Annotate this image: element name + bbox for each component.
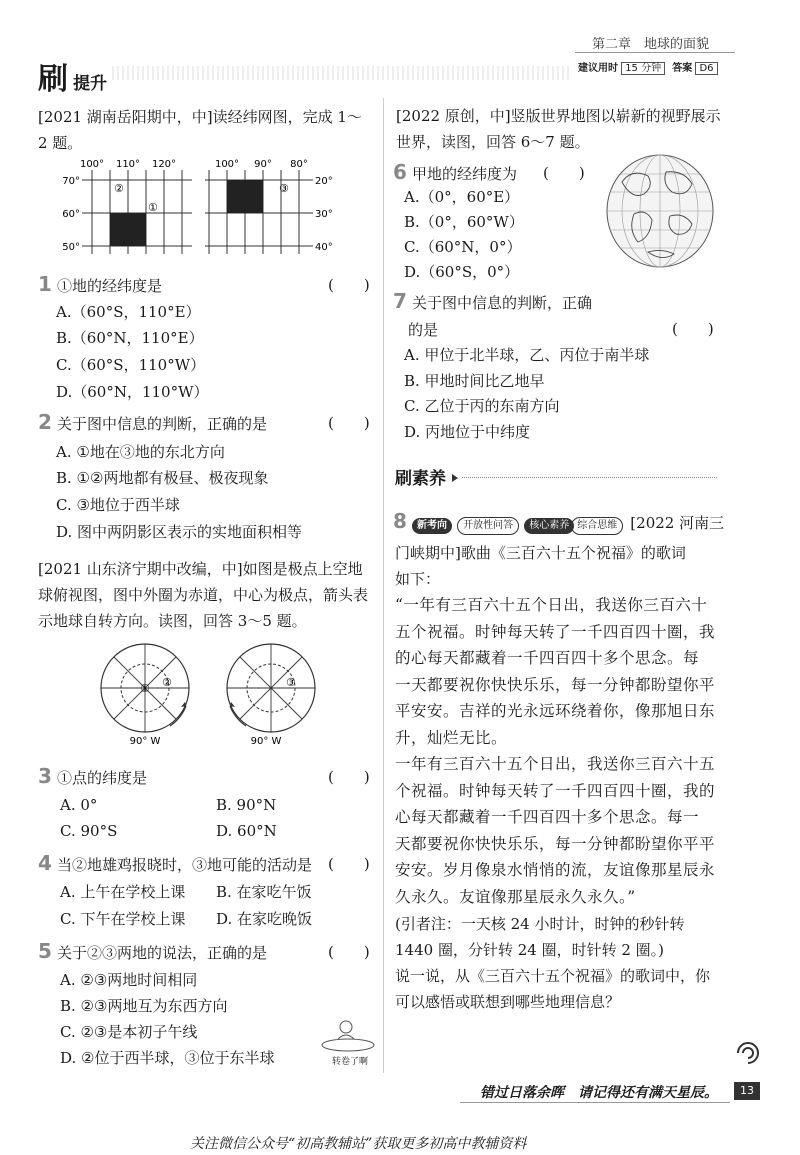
tag-core-literacy: 核心素养 — [524, 518, 574, 534]
q4-answer-blank[interactable]: ( ) — [328, 855, 370, 873]
q2-option-d[interactable]: D. 图中两阴影区表示的实地面积相等 — [56, 523, 303, 541]
polar2-lon-label: 90° W — [250, 736, 282, 747]
grid1-top-0: 100° — [79, 159, 105, 170]
polar2-point-3: ③ — [286, 676, 296, 689]
lyric-line: 久永久。友谊像那星辰永久永久。” — [395, 887, 636, 906]
shaded-area-2 — [227, 180, 263, 213]
answer-label: 答案 — [672, 63, 693, 74]
q5-option-a[interactable]: A. ②③两地时间相同 — [60, 971, 198, 989]
q5-answer-blank[interactable]: ( ) — [328, 943, 370, 961]
tag-integrated-thinking: 综合思维 — [571, 517, 623, 535]
q1-option-a[interactable]: A.（60°S，110°E） — [56, 303, 201, 321]
lat-long-grid-1 — [62, 158, 200, 258]
q1-number: 1 — [38, 272, 52, 296]
note-line-2: 1440 圈，分针转 24 圈，时针转 2 圈。) — [395, 941, 664, 959]
intro-1-line-2: 2 题。 — [38, 134, 83, 152]
q3-answer-blank[interactable]: ( ) — [328, 768, 370, 786]
q1-answer-blank[interactable]: ( ) — [328, 276, 370, 294]
q6-option-a[interactable]: A.（0°，60°E） — [404, 188, 520, 206]
column-divider — [383, 98, 384, 1073]
page-number: 13 — [734, 1082, 760, 1100]
question-4 — [38, 851, 378, 877]
q7-number: 7 — [393, 289, 407, 313]
q7-option-d[interactable]: D. 丙地位于中纬度 — [404, 423, 531, 441]
q5-option-d[interactable]: D. ②位于西半球，③位于东半球 — [60, 1049, 275, 1067]
bottom-promo: 关注微信公众号“初高教辅站”获取更多初高中教辅资料 — [190, 1136, 527, 1152]
grid2-top-2: 80° — [290, 159, 308, 170]
section-dotted-rule — [462, 477, 717, 478]
q4-option-b[interactable]: B. 在家吃午饭 — [216, 883, 312, 901]
q2-number: 2 — [38, 410, 52, 434]
q4-option-c[interactable]: C. 下午在学校上课 — [60, 910, 186, 928]
q7-option-c[interactable]: C. 乙位于丙的东南方向 — [404, 397, 560, 415]
footer-rule — [460, 1102, 730, 1103]
q6-answer-blank[interactable]: ( ) — [543, 164, 585, 182]
q7-option-a[interactable]: A. 甲位于北半球，乙、丙位于南半球 — [404, 346, 650, 364]
q1-option-c[interactable]: C.（60°S，110°W） — [56, 356, 206, 374]
lyric-line: 一年有三百六十五个日出，我送你三百六十五 — [395, 755, 716, 773]
q7-stem-line-2: 的是 — [408, 321, 439, 339]
intro-3-line-2: 世界，读图，回答 6～7 题。 — [396, 133, 590, 151]
header-brand — [38, 54, 107, 98]
lyric-line: 天都要祝你快快乐乐，每一分钟都盼望你平平 — [395, 834, 716, 853]
q3-stem: ①点的纬度是 — [57, 769, 148, 787]
q5-stem: 关于②③两地的说法，正确的是 — [57, 944, 268, 962]
q3-option-a[interactable]: A. 0° — [60, 796, 98, 814]
q5-number: 5 — [38, 939, 52, 963]
grid2-top-0: 100° — [214, 159, 240, 170]
q7-answer-blank[interactable]: ( ) — [672, 320, 714, 338]
question-6 — [393, 160, 613, 186]
q2-stem: 关于图中信息的判断，正确的是 — [57, 415, 268, 433]
polar1-lon-label: 90° W — [129, 736, 161, 747]
lat-long-grid-2 — [205, 158, 335, 258]
lyric-line: 五个祝福。时钟每天转了一千四百四十圈，我 — [395, 622, 716, 641]
question-5 — [38, 939, 378, 965]
q6-option-d[interactable]: D.（60°S，0°） — [404, 263, 520, 281]
q1-option-b[interactable]: B.（60°N，110°E） — [56, 329, 204, 347]
intro-2-line-2: 球俯视图，图中外圈为赤道，中心为极点，箭头表 — [38, 586, 369, 604]
q2-option-b[interactable]: B. ①②两地都有极昼、极夜现象 — [56, 469, 269, 487]
polar1-point-1: ① — [140, 682, 150, 695]
intro-2-line-3: 示地球自转方向。读图，回答 3～5 题。 — [38, 612, 307, 630]
ask-line-1: 说一说，从《三百六十五个祝福》的歌词中，你 — [395, 967, 711, 985]
lyrics-block — [395, 592, 715, 910]
intro-1-line-1: [2021 湖南岳阳期中，中]读经纬网图，完成 1～ — [38, 108, 362, 126]
question-7 — [393, 289, 713, 315]
question-1 — [38, 272, 378, 298]
grid2-top-1: 90° — [254, 159, 272, 170]
polar1-point-2: ② — [162, 676, 172, 689]
brand-sub: 提升 — [73, 74, 108, 94]
q6-stem: 甲地的经纬度为 — [412, 165, 518, 183]
intro-2-line-1: [2021 山东济宁期中改编，中]如图是极点上空地 — [38, 560, 363, 578]
grid1-marker-2: ② — [114, 182, 124, 195]
tag-open-question: 开放性问答 — [457, 517, 519, 535]
section-title: 刷素养 — [395, 469, 446, 489]
q4-stem: 当②地雄鸡报晓时，③地可能的活动是 — [57, 856, 313, 874]
header-stripe — [112, 66, 572, 80]
brand-swirl-icon — [733, 1038, 763, 1068]
vertical-world-map — [604, 152, 716, 270]
q3-option-b[interactable]: B. 90°N — [216, 796, 277, 814]
q4-option-d[interactable]: D. 在家吃晚饭 — [216, 910, 313, 928]
q1-stem: ①地的经纬度是 — [57, 277, 163, 295]
polar-view-2 — [216, 636, 326, 746]
brand-main: 刷 — [38, 62, 68, 97]
answer-page: D6 — [695, 62, 717, 75]
q8-number: 8 — [393, 509, 407, 533]
grid1-left-0: 70° — [62, 176, 80, 187]
grid2-right-0: 20° — [315, 176, 333, 187]
lyric-line: 升，灿烂无比。 — [395, 728, 508, 747]
question-3 — [38, 764, 378, 790]
ask-line-2: 可以感悟或联想到哪些地理信息？ — [395, 993, 621, 1011]
grid1-top-1: 110° — [115, 159, 141, 170]
q7-option-b[interactable]: B. 甲地时间比乙地早 — [404, 372, 545, 390]
cartoon-figure-icon — [318, 1015, 378, 1055]
header-rule — [575, 52, 735, 53]
shaded-area-1 — [110, 213, 146, 246]
lyric-line: 一天都要祝你快快乐乐，每一分钟都盼望你平 — [395, 675, 716, 694]
intro-3-line-1: [2022 原创，中]竖版世界地图以崭新的视野展示 — [396, 107, 721, 125]
grid1-left-1: 60° — [62, 209, 80, 220]
q2-option-c[interactable]: C. ③地位于西半球 — [56, 496, 180, 514]
q5-option-c[interactable]: C. ②③是本初子午线 — [60, 1023, 198, 1041]
q2-option-a[interactable]: A. ①地在③地的东北方向 — [56, 443, 225, 461]
q7-stem-line-1: 关于图中信息的判断，正确 — [412, 294, 593, 312]
lyric-line: 平安安。吉祥的光永远环绕着你，像那旭日东 — [395, 702, 716, 720]
note-line-1: (引者注：一天核 24 小时计，时钟的秒针转 — [395, 915, 685, 933]
question-8-header — [393, 509, 724, 535]
time-label: 建议用时 — [578, 63, 618, 74]
grid2-right-1: 30° — [315, 209, 333, 220]
grid1-marker-1: ① — [148, 201, 158, 214]
time-value: 15 分钟 — [621, 62, 665, 75]
tag-new-direction: 新考向 — [412, 518, 452, 534]
q6-number: 6 — [393, 160, 407, 184]
q2-answer-blank[interactable]: ( ) — [328, 414, 370, 432]
cartoon-caption: 转卷了啊 — [332, 1057, 369, 1067]
lyric-line: 安安。岁月像泉水悄悄的流，友谊像那星辰永 — [395, 861, 716, 879]
section-arrow-icon — [452, 474, 458, 482]
q4-number: 4 — [38, 851, 52, 875]
q3-option-d[interactable]: D. 60°N — [216, 822, 277, 840]
grid2-right-2: 40° — [315, 242, 333, 253]
lyric-line: 的心每天都藏着一千四百四十多个思念。每 — [395, 649, 700, 667]
lyric-line: “一年有三百六十五个日出，我送你三百六十 — [395, 596, 708, 614]
q8-intro-line-3: 如下： — [395, 570, 441, 588]
chapter-title: 第二章 地球的面貌 — [592, 37, 710, 52]
q8-intro-tail: [2022 河南三 — [630, 514, 725, 532]
q3-number: 3 — [38, 764, 52, 788]
lyric-line: 心每天都藏着一千四百四十多个思念。每一 — [395, 808, 700, 826]
q6-option-c[interactable]: C.（60°N，0°） — [404, 238, 522, 256]
q6-option-b[interactable]: B.（0°，60°W） — [404, 213, 524, 231]
grid2-marker-3: ③ — [279, 182, 289, 195]
polar-view-1 — [90, 636, 200, 746]
q5-option-b[interactable]: B. ②③两地互为东西方向 — [60, 997, 228, 1015]
q1-option-d[interactable]: D.（60°N，110°W） — [56, 383, 209, 401]
q8-intro-line-2: 门峡期中]歌曲《三百六十五个祝福》的歌词 — [395, 544, 686, 562]
q4-option-a[interactable]: A. 上午在学校上课 — [60, 883, 186, 901]
question-2 — [38, 410, 378, 436]
grid1-left-2: 50° — [62, 242, 80, 253]
grid1-top-2: 120° — [151, 159, 177, 170]
footer-motto: 错过日落余晖 请记得还有满天星辰。 — [480, 1085, 718, 1101]
header-meta — [578, 59, 718, 74]
lyric-line: 个祝福。时钟每天转了一千四百四十圈，我的 — [395, 781, 716, 800]
q3-option-c[interactable]: C. 90°S — [60, 822, 118, 840]
